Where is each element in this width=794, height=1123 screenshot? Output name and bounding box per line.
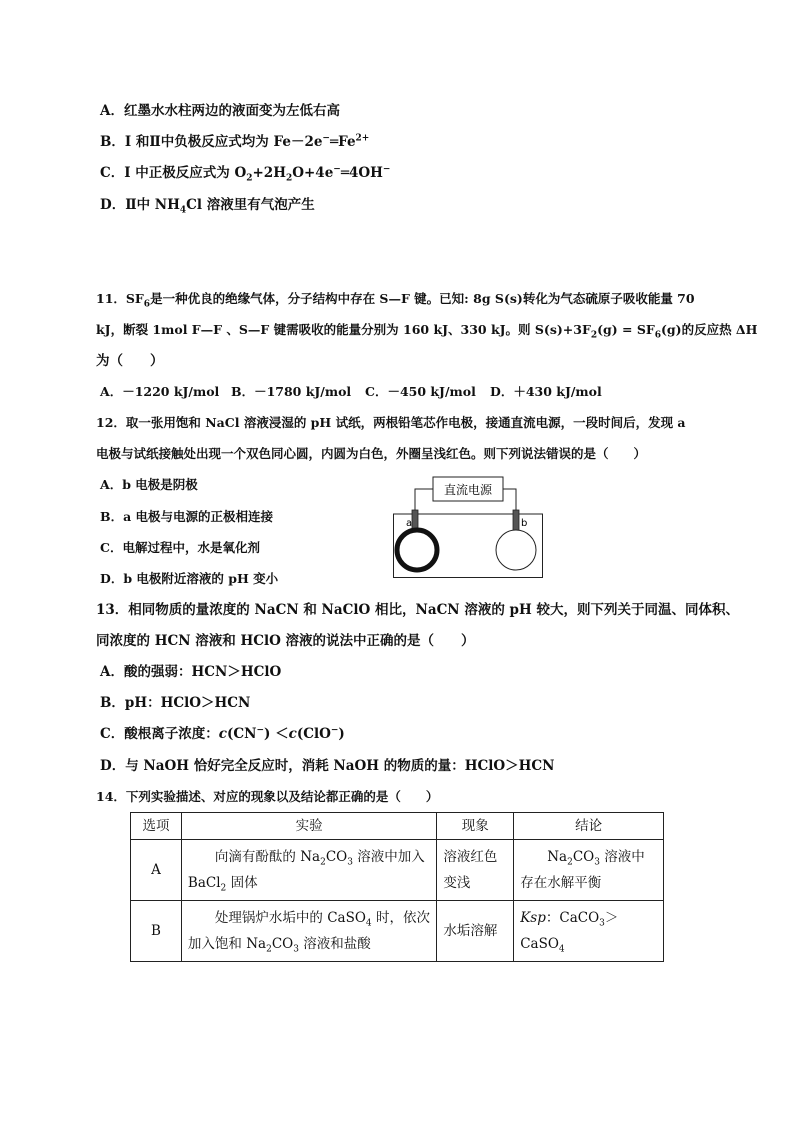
q10-option-b: B．I 和Ⅱ中负极反应式均为 $Fe-2e^-═Fe^{2+}$ xyxy=(100,133,370,150)
table-row xyxy=(131,901,664,962)
header-phenomenon: 现象 xyxy=(437,813,514,840)
circle-b xyxy=(496,530,536,570)
q12-option-a: A．b 电极是阴极 xyxy=(100,477,198,492)
row-a-experiment: 向滴有酚酞的 $Na_2CO_3$ 溶液中加入 BaCl$_2$ 固体 xyxy=(181,840,436,901)
row-b-conclusion: Ksp：CaCO$_3$＞CaSO$_4$ xyxy=(514,901,664,962)
q13-stem-line2: 同浓度的 HCN 溶液和 HClO 溶液的说法中正确的是（ ） xyxy=(96,633,475,649)
wire-b xyxy=(503,489,516,510)
electrolysis-diagram xyxy=(393,476,543,578)
q12-option-b: B．a 电极与电源的正极相连接 xyxy=(100,509,274,524)
q11-option-c: C．－450 kJ/mol xyxy=(365,384,476,399)
q13-option-a: A．酸的强弱：HCN＞HClO xyxy=(100,664,282,680)
row-a-phenomenon: 溶液红色变浅 xyxy=(437,840,514,901)
q11-option-a: A．－1220 kJ/mol xyxy=(100,384,220,399)
label-b: b xyxy=(521,518,528,529)
q11-stem-line1: 11．$SF_6$是一种优良的绝缘气体，分子结构中存在 S—F 键。已知: 8g S(s)转化为气态硫原子吸收能量 70 xyxy=(96,291,695,310)
concentric-ring-a xyxy=(397,530,437,570)
label-a: a xyxy=(406,518,413,529)
q10-option-c: C．I 中正极反应式为 $O_2+2H_2O+4e^-═4OH^-$ xyxy=(100,164,391,184)
q12-stem-line1: 12．取一张用饱和 NaCl 溶液浸湿的 pH 试纸，两根铅笔芯作电极，接通直流电源，一段时间后，发现 a xyxy=(96,415,686,430)
q14-table xyxy=(130,812,664,962)
wire-a xyxy=(415,489,433,510)
q13-option-c: C．酸根离子浓度：c(CN−) ＜c(ClO−) xyxy=(100,725,345,742)
table-row xyxy=(131,840,664,901)
row-b-experiment: 处理锅炉水垢中的 CaSO$_4$ 时，依次加入饱和 $Na_2CO_3$ 溶液和盐酸 xyxy=(181,901,436,962)
q12-stem-line2: 电极与试纸接触处出现一个双色同心圆，内圆为白色，外圈呈浅红色。则下列说法错误的是（ ） xyxy=(96,446,647,461)
q13-option-d: D．与 NaOH 恰好完全反应时，消耗 NaOH 的物质的量：HClO＞HCN xyxy=(100,758,555,774)
q11-stem-line3: 为（ ） xyxy=(96,353,164,369)
q11-stem-line2: kJ，断裂 1mol F—F 、S—F 键需吸收的能量分别为 160 kJ、330 kJ。则 $S(s)+3F_2(g) = SF_6(g)$的反应热 ΔH xyxy=(96,322,758,341)
row-b-phenomenon: 水垢溶解 xyxy=(437,901,514,962)
row-b-option: B xyxy=(131,901,182,962)
table-header-row xyxy=(131,813,664,840)
header-conclusion: 结论 xyxy=(514,813,664,840)
header-option: 选项 xyxy=(131,813,182,840)
q12-option-c: C．电解过程中，水是氧化剂 xyxy=(100,540,260,555)
q13-option-b: B．pH：HClO＞HCN xyxy=(100,695,251,711)
q12-option-d: D．b 电极附近溶液的 pH 变小 xyxy=(100,571,279,586)
q10-option-d: D．Ⅱ中 $NH_4Cl$ 溶液里有气泡产生 xyxy=(100,197,315,216)
q14-stem: 14．下列实验描述、对应的现象以及结论都正确的是（ ） xyxy=(96,789,439,804)
q11-option-d: D．＋430 kJ/mol xyxy=(490,384,602,399)
power-source-label: 直流电源 xyxy=(443,483,493,497)
q13-stem-line1: 13．相同物质的量浓度的 NaCN 和 NaClO 相比，NaCN 溶液的 pH 较大，则下列关于同温、同体积、 xyxy=(96,602,739,618)
row-a-conclusion: $Na_2CO_3$ 溶液中存在水解平衡 xyxy=(514,840,664,901)
q11-option-b: B．－1780 kJ/mol xyxy=(231,384,352,399)
row-a-option: A xyxy=(131,840,182,901)
q10-option-a: A．红墨水水柱两边的液面变为左低右高 xyxy=(100,103,340,119)
header-experiment: 实验 xyxy=(181,813,436,840)
